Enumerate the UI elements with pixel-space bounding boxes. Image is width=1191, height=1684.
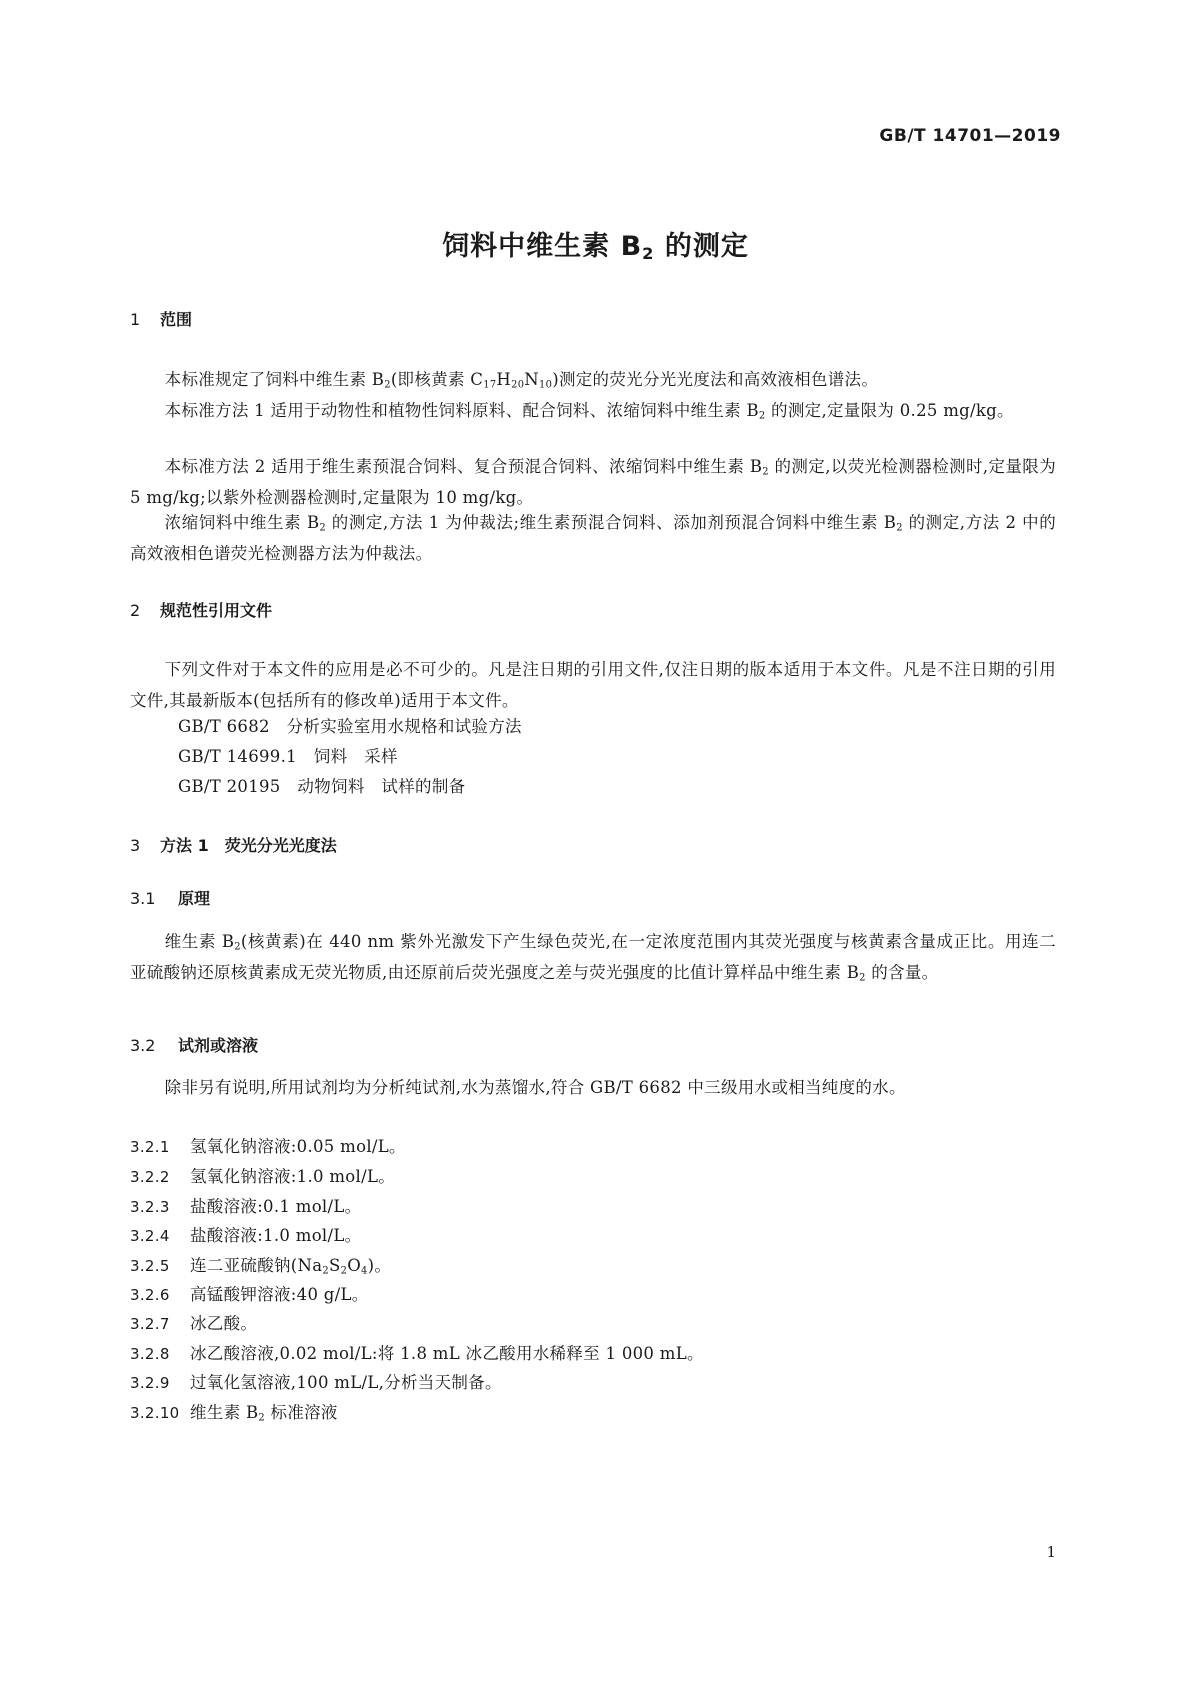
reagent-item: 3.2.10 维生素 $B_2$ 标准溶液 xyxy=(130,1403,338,1424)
page-number: 1 xyxy=(1046,1543,1056,1561)
section-1-paragraph-1: 本标准规定了饲料中维生素 $B_2$(即核黄素 $C_{17}H_{20}N_{10}$)测定的荧光分光光度法和高效液相色谱法。 xyxy=(164,370,879,391)
section-1-paragraph-3: 本标准方法 2 适用于维生素预混合饲料、复合预混合饲料、浓缩饲料中维生素 $B_2$ 的测定,以荧光检测器检测时,定量限为 5 mg/kg;以紫外检测器检测时,定量限为 10 mg/kg。 xyxy=(130,457,1056,507)
reagent-item: 3.2.1 氢氧化钠溶液:0.05 mol/L。 xyxy=(130,1137,406,1156)
section-1-paragraph-4: 浓缩饲料中维生素 $B_2$ 的测定,方法 1 为仲裁法;维生素预混合饲料、添加剂预混合饲料中维生素 $B_2$ 的测定,方法 2 中的高效液相色谱荧光检测器方法为仲裁法。 xyxy=(130,513,1057,563)
reagent-item: 3.2.3 盐酸溶液:0.1 mol/L。 xyxy=(130,1197,362,1216)
section-3-heading: 3 方法 1 荧光分光光度法 xyxy=(130,836,337,855)
reagent-item: 3.2.6 高锰酸钾溶液:40 g/L。 xyxy=(130,1285,369,1304)
reagent-item: 3.2.4 盐酸溶液:1.0 mol/L。 xyxy=(130,1226,362,1245)
reagent-item: 3.2.2 氢氧化钠溶液:1.0 mol/L。 xyxy=(130,1167,396,1186)
reference-item: GB/T 6682 分析实验室用水规格和试验方法 xyxy=(178,717,522,736)
section-1-heading: 1 范围 xyxy=(130,310,193,329)
section-2-intro: 下列文件对于本文件的应用是必不可少的。凡是注日期的引用文件,仅注日期的版本适用于本文件。凡是不注日期的引用文件,其最新版本(包括所有的修改单)适用于本文件。 xyxy=(130,660,1056,710)
section-3-2-heading: 3.2 试剂或溶液 xyxy=(130,1036,259,1055)
section-3-1-heading: 3.1 原理 xyxy=(130,889,211,908)
reference-item: GB/T 20195 动物饲料 试样的制备 xyxy=(178,777,466,796)
reagent-item: 3.2.9 过氧化氢溶液,100 mL/L,分析当天制备。 xyxy=(130,1373,502,1392)
section-3-2-intro: 除非另有说明,所用试剂均为分析纯试剂,水为蒸馏水,符合 GB/T 6682 中三级用水或相当纯度的水。 xyxy=(164,1078,906,1097)
reagent-item: 3.2.8 冰乙酸溶液,0.02 mol/L:将 1.8 mL 冰乙酸用水稀释至 1 000 mL。 xyxy=(130,1344,704,1363)
section-2-heading: 2 规范性引用文件 xyxy=(130,601,273,620)
standard-number: GB/T 14701—2019 xyxy=(879,126,1061,146)
section-3-1-paragraph: 维生素 $B_2$(核黄素)在 440 nm 紫外光激发下产生绿色荧光,在一定浓度范围内其荧光强度与核黄素含量成正比。用连二亚硫酸钠还原核黄素成无荧光物质,由还原前后荧光强度之差与荧光强度的比值计算样品中维生素 $B_2$ 的含量。 xyxy=(130,932,1056,984)
section-1-paragraph-2: 本标准方法 1 适用于动物性和植物性饲料原料、配合饲料、浓缩饲料中维生素 $B_2$ 的测定,定量限为 0.25 mg/kg。 xyxy=(164,401,1014,422)
reagent-item: 3.2.7 冰乙酸。 xyxy=(130,1314,258,1333)
reference-item: GB/T 14699.1 饲料 采样 xyxy=(178,747,398,766)
document-title: 饲料中维生素 $B_2$ 的测定 xyxy=(442,231,749,264)
reagent-item: 3.2.5 连二亚硫酸钠$(Na_2S_2O_4)$。 xyxy=(130,1256,392,1277)
